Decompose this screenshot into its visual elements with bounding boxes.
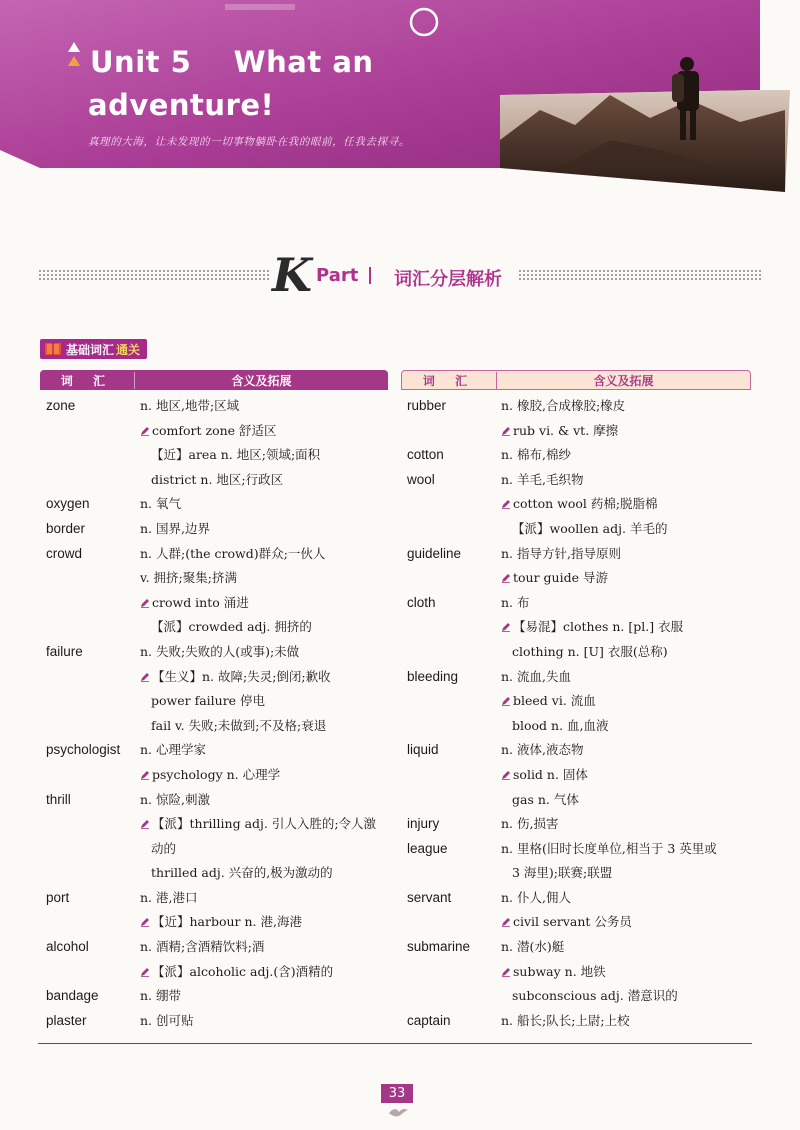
vocab-column-right [401, 370, 751, 1033]
vocab-meaning [140, 1009, 388, 1034]
meaning-text: n. 国界,边界 [140, 520, 210, 536]
pen-icon [501, 696, 511, 706]
meaning-line [140, 640, 388, 665]
vocab-entry [40, 394, 388, 492]
vocab-word: guideline [407, 545, 462, 561]
vocab-word: psychologist [46, 742, 121, 758]
meaning-line [501, 984, 751, 1009]
meaning-text: n. 创可贴 [140, 1012, 194, 1028]
vocab-entry [40, 492, 388, 517]
vocab-meaning [140, 517, 388, 542]
meaning-line [501, 640, 751, 665]
meaning-line [501, 837, 751, 862]
vocab-meaning [501, 886, 751, 935]
vocab-word: failure [46, 643, 83, 659]
pen-icon [501, 499, 511, 509]
page-number: 33 [381, 1084, 413, 1103]
vocab-meaning [140, 640, 388, 738]
meaning-text: n. 仆人,佣人 [501, 889, 571, 905]
dotted-rule-right [518, 270, 762, 280]
pen-icon [501, 917, 511, 927]
meaning-line [140, 837, 388, 862]
pen-icon [140, 967, 150, 977]
meaning-text: district n. 地区;行政区 [151, 471, 284, 487]
vocab-word: zone [46, 398, 76, 413]
vocab-meaning [501, 665, 751, 739]
meaning-line [501, 861, 751, 886]
vocab-entry [40, 517, 388, 542]
vocab-entry [401, 394, 751, 443]
meaning-line [140, 566, 388, 591]
meaning-text: power failure 停电 [151, 693, 266, 709]
pen-icon [140, 598, 150, 608]
vocab-entry [40, 1009, 388, 1034]
pen-icon [140, 672, 150, 682]
meaning-line [501, 886, 751, 911]
vocab-word: border [46, 520, 86, 536]
vocab-entry [40, 738, 388, 787]
meaning-text: n. 心理学家 [140, 742, 206, 758]
vocab-entry [401, 665, 751, 739]
vocab-word: bleeding [407, 668, 459, 684]
pen-icon [501, 573, 511, 583]
meaning-line [501, 591, 751, 616]
vocab-entry [401, 542, 751, 591]
meaning-text: cotton wool 药棉;脱脂棉 [513, 496, 658, 512]
meaning-line [501, 615, 751, 640]
part-header [38, 248, 762, 302]
meaning-text: 【派】thrilling adj. 引人入胜的;令人激 [152, 816, 377, 832]
vocab-entry [401, 812, 751, 837]
meaning-text: 【生义】n. 故障;失灵;倒闭;歉收 [152, 668, 331, 684]
meaning-text: n. 港,港口 [140, 889, 198, 905]
pen-icon [140, 426, 150, 436]
meaning-text: n. 液体,液态物 [501, 742, 584, 758]
vocab-meaning [501, 468, 751, 542]
meaning-line [501, 910, 751, 935]
meaning-line [140, 788, 388, 813]
vocab-word: league [407, 840, 448, 856]
meaning-text: crowd into 涌进 [152, 594, 249, 610]
unit-title-line1: Unit 5 What an [90, 45, 374, 79]
column-header-word: 词 汇 [40, 372, 135, 389]
meaning-line [140, 689, 388, 714]
vocab-meaning [140, 886, 388, 935]
vocab-entry [40, 886, 388, 935]
vocab-entry [401, 935, 751, 1009]
vocab-meaning [501, 935, 751, 1009]
meaning-line [140, 861, 388, 886]
part-separator [369, 267, 371, 284]
meaning-text: n. 氧气 [140, 496, 181, 512]
meaning-text: n. 绷带 [140, 988, 181, 1004]
pen-icon [140, 770, 150, 780]
vocab-entry [40, 788, 388, 886]
meaning-line [501, 812, 751, 837]
pen-icon [501, 770, 511, 780]
meaning-text: n. 人群;(the crowd)群众;一伙人 [140, 545, 326, 561]
column-header-word: 词 汇 [402, 372, 497, 389]
meaning-text: n. 潜(水)艇 [501, 939, 565, 955]
dotted-rule-left [38, 270, 270, 280]
meaning-line [501, 738, 751, 763]
vocab-meaning [140, 492, 388, 517]
meaning-text: 动的 [151, 840, 177, 856]
meaning-line [501, 763, 751, 788]
section-badge [40, 339, 147, 359]
vocab-word: injury [407, 816, 440, 832]
meaning-line [501, 788, 751, 813]
vocab-entry [401, 1009, 751, 1034]
vocab-meaning [140, 788, 388, 886]
pen-icon [501, 622, 511, 632]
meaning-text: n. 失败;失败的人(或事);未做 [140, 643, 300, 659]
meaning-line [140, 763, 388, 788]
vocab-word: plaster [46, 1012, 87, 1028]
meaning-text: v. 拥挤;聚集;挤满 [140, 570, 237, 586]
pen-icon [501, 426, 511, 436]
vocab-column-left [40, 370, 388, 1033]
vocab-entry [40, 935, 388, 984]
meaning-line [501, 566, 751, 591]
meaning-line [140, 394, 388, 419]
bird-icon [387, 1105, 409, 1119]
meaning-text: tour guide 导游 [513, 570, 608, 586]
meaning-text: 【近】harbour n. 港,海港 [152, 914, 302, 930]
meaning-text: bleed vi. 流血 [513, 693, 596, 709]
vocab-word: crowd [46, 545, 83, 561]
vocab-entry [401, 468, 751, 542]
meaning-text: subconscious adj. 潜意识的 [512, 988, 678, 1004]
vocab-list [401, 390, 751, 1033]
meaning-line [140, 665, 388, 690]
meaning-line [501, 443, 751, 468]
meaning-text: gas n. 气体 [512, 791, 579, 807]
meaning-text: psychology n. 心理学 [152, 766, 281, 782]
meaning-line [140, 615, 388, 640]
meaning-text: 【派】woollen adj. 羊毛的 [512, 520, 668, 536]
meaning-text: rub vi. & vt. 摩擦 [513, 422, 619, 438]
vocab-word: captain [407, 1012, 451, 1028]
vocab-meaning [501, 542, 751, 591]
meaning-line [501, 689, 751, 714]
pen-icon [501, 967, 511, 977]
vocab-meaning [501, 591, 751, 665]
vocab-entry [401, 886, 751, 935]
meaning-text: 【易混】clothes n. [pl.] 衣服 [513, 619, 684, 635]
meaning-text: n. 船长;队长;上尉;上校 [501, 1012, 630, 1028]
meaning-text: 【派】crowded adj. 拥挤的 [151, 619, 312, 635]
vocab-entry [401, 591, 751, 665]
vocab-meaning [140, 984, 388, 1009]
vocab-entry [401, 738, 751, 812]
meaning-text: comfort zone 舒适区 [152, 422, 277, 438]
vocab-meaning [501, 738, 751, 812]
meaning-line [140, 886, 388, 911]
meaning-line [140, 960, 388, 985]
column-header [40, 370, 388, 390]
meaning-text: blood n. 血,血液 [512, 717, 609, 733]
meaning-line [501, 492, 751, 517]
meaning-text: fail v. 失败;未做到;不及格;衰退 [151, 717, 327, 733]
meaning-text: n. 橡胶,合成橡胶;橡皮 [501, 398, 626, 413]
pen-icon [140, 917, 150, 927]
meaning-line [140, 935, 388, 960]
meaning-text: n. 棉布,棉纱 [501, 447, 571, 463]
part-word: Part [316, 265, 359, 286]
vocab-word: thrill [46, 791, 71, 807]
meaning-line [140, 492, 388, 517]
meaning-text: n. 里格(旧时长度单位,相当于 3 英里或 [501, 840, 717, 856]
triangle-icon [66, 42, 88, 82]
vocab-meaning [501, 1009, 751, 1034]
vocab-meaning [140, 935, 388, 984]
vocab-list [40, 390, 388, 1033]
vocab-entry [401, 837, 751, 886]
meaning-line [140, 443, 388, 468]
meaning-line [140, 542, 388, 567]
bottom-rule [38, 1043, 752, 1044]
meaning-line [140, 812, 388, 837]
part-title: 词汇分层解析 [394, 269, 502, 290]
vocab-word: wool [407, 471, 435, 487]
vocab-word: alcohol [46, 939, 89, 955]
meaning-text: 【派】alcoholic adj.(含)酒精的 [152, 963, 334, 979]
vocab-word: bandage [46, 988, 99, 1004]
meaning-text: n. 羊毛,毛织物 [501, 471, 584, 487]
meaning-line [140, 984, 388, 1009]
vocab-word: submarine [407, 939, 471, 955]
meaning-text: thrilled adj. 兴奋的,极为激动的 [151, 865, 333, 881]
column-header-meaning: 含义及拓展 [231, 373, 292, 388]
meaning-line [140, 419, 388, 444]
meaning-text: n. 伤,损害 [501, 816, 559, 832]
meaning-line [140, 1009, 388, 1034]
meaning-text: 3 海里);联赛;联盟 [512, 865, 613, 881]
meaning-text: n. 惊险,刺激 [140, 791, 210, 807]
vocab-entry [40, 640, 388, 738]
meaning-text: n. 地区,地带;区域 [140, 398, 240, 413]
vocab-entry [401, 443, 751, 468]
meaning-line [501, 665, 751, 690]
banner-motto: 真理的大海，让未发现的一切事物躺卧在我的眼前，任我去探寻。 [88, 136, 410, 148]
vocab-meaning [501, 394, 751, 443]
vocab-entry [40, 984, 388, 1009]
meaning-text: subway n. 地铁 [513, 963, 606, 979]
meaning-line [501, 394, 751, 419]
vocab-meaning [140, 394, 388, 492]
meaning-text: 【近】area n. 地区;领域;面积 [151, 447, 321, 463]
meaning-line [501, 542, 751, 567]
meaning-line [501, 468, 751, 493]
vocab-word: cotton [407, 447, 444, 463]
meaning-line [140, 517, 388, 542]
meaning-line [501, 714, 751, 739]
unit-title-line2: adventure! [88, 88, 275, 122]
vocab-word: port [46, 889, 70, 905]
meaning-line [140, 738, 388, 763]
meaning-line [501, 419, 751, 444]
meaning-text: solid n. 固体 [513, 766, 588, 782]
vocab-meaning [501, 812, 751, 837]
vocab-meaning [140, 738, 388, 787]
meaning-text: clothing n. [U] 衣服(总称) [512, 643, 668, 659]
vocab-word: rubber [407, 398, 447, 413]
meaning-line [140, 591, 388, 616]
meaning-line [140, 910, 388, 935]
vocab-entry [40, 542, 388, 640]
meaning-text: n. 流血,失血 [501, 668, 571, 684]
vocab-word: oxygen [46, 496, 90, 512]
meaning-line [501, 935, 751, 960]
unit-title [66, 42, 374, 122]
meaning-line [140, 468, 388, 493]
meaning-line [501, 1009, 751, 1034]
vocab-word: servant [407, 889, 452, 905]
section-label: 基础词汇 [66, 342, 115, 357]
meaning-text: n. 布 [501, 594, 530, 610]
meaning-line [501, 960, 751, 985]
vocab-word: liquid [407, 742, 439, 758]
part-letter: K [272, 248, 312, 302]
vocab-meaning [501, 837, 751, 886]
meaning-text: n. 指导方针,指导原则 [501, 545, 621, 561]
meaning-text: civil servant 公务员 [513, 914, 632, 930]
pen-icon [140, 819, 150, 829]
column-header [401, 370, 751, 390]
meaning-line [501, 517, 751, 542]
meaning-text: n. 酒精;含酒精饮料;酒 [140, 939, 265, 955]
meaning-line [140, 714, 388, 739]
vocab-meaning [140, 542, 388, 640]
column-header-meaning: 含义及拓展 [593, 373, 654, 388]
vocab-meaning [501, 443, 751, 468]
book-icon [44, 341, 62, 357]
vocab-word: cloth [407, 594, 436, 610]
unit-banner [0, 0, 800, 200]
section-label-highlight: 通关 [116, 342, 141, 357]
